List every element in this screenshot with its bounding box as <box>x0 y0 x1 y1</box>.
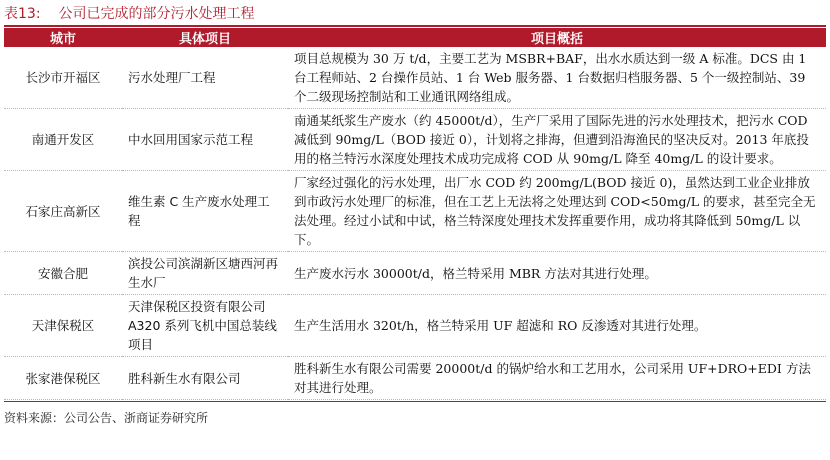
project-cell: 维生素 C 生产废水处理工程 <box>122 171 288 252</box>
caption-rule <box>4 25 826 27</box>
project-cell: 天津保税区投资有限公司 A320 系列飞机中国总装线项目 <box>122 295 288 357</box>
city-cell: 南通开发区 <box>4 109 122 171</box>
caption-title: 公司已完成的部分污水处理工程 <box>58 6 255 22</box>
table-caption <box>4 4 826 25</box>
city-cell: 长沙市开福区 <box>4 47 122 109</box>
summary-cell: 南通某纸浆生产废水（约 45000t/d），生产厂采用了国际先进的污水处理技术，把污水 COD 减低到 90mg/L（BOD 接近 0），计划将之排海，但遭到沿海渔民的坚决反对。2013 年底投用的格兰特污水深度处理技术成功完成将 COD 从 90mg/L 降至 40mg/L 的设计要求。 <box>288 109 826 171</box>
city-cell: 安徽合肥 <box>4 252 122 295</box>
caption-number: 表13: <box>4 6 41 22</box>
project-cell: 滨投公司滨湖新区塘西河再生水厂 <box>122 252 288 295</box>
table-row <box>4 171 826 252</box>
table-row <box>4 252 826 295</box>
source-note: 资料来源：公司公告、浙商证券研究所 <box>4 411 209 425</box>
table-row <box>4 47 826 109</box>
table-row <box>4 357 826 400</box>
header-summary: 项目概括 <box>288 28 826 47</box>
city-cell: 天津保税区 <box>4 295 122 357</box>
table-row <box>4 295 826 357</box>
summary-cell: 生产废水污水 30000t/d，格兰特采用 MBR 方法对其进行处理。 <box>288 252 826 295</box>
project-cell: 胜科新生水有限公司 <box>122 357 288 400</box>
table-bottom-rule <box>4 401 826 402</box>
project-cell: 中水回用国家示范工程 <box>122 109 288 171</box>
summary-cell: 项目总规模为 30 万 t/d，主要工艺为 MSBR+BAF，出水水质达到一级 A 标准。DCS 由 1 台工程师站、2 台操作员站、1 台 Web 服务器、1 台数据归档服务器、5 个一级控制站、39 个二级现场控制站和工业通讯网络组成。 <box>288 47 826 109</box>
summary-cell: 厂家经过强化的污水处理，出厂水 COD 约 200mg/L(BOD 接近 0)，虽然达到工业企业排放到市政污水处理厂的标准，但在工艺上无法将之处理达到 COD<50mg/L 的要求，甚至完全无法处理。经过小试和中试，格兰特深度处理技术发挥重要作用，成功将其降低到 50mg/L 以下。 <box>288 171 826 252</box>
projects-table <box>4 28 826 400</box>
summary-cell: 生产生活用水 320t/h，格兰特采用 UF 超滤和 RO 反渗透对其进行处理。 <box>288 295 826 357</box>
header-project: 具体项目 <box>122 28 288 47</box>
project-cell: 污水处理厂工程 <box>122 47 288 109</box>
header-city: 城市 <box>4 28 122 47</box>
header-row <box>4 28 826 47</box>
table-row <box>4 109 826 171</box>
summary-cell: 胜科新生水有限公司需要 20000t/d 的锅炉给水和工艺用水，公司采用 UF+DRO+EDI 方法对其进行处理。 <box>288 357 826 400</box>
city-cell: 石家庄高新区 <box>4 171 122 252</box>
city-cell: 张家港保税区 <box>4 357 122 400</box>
